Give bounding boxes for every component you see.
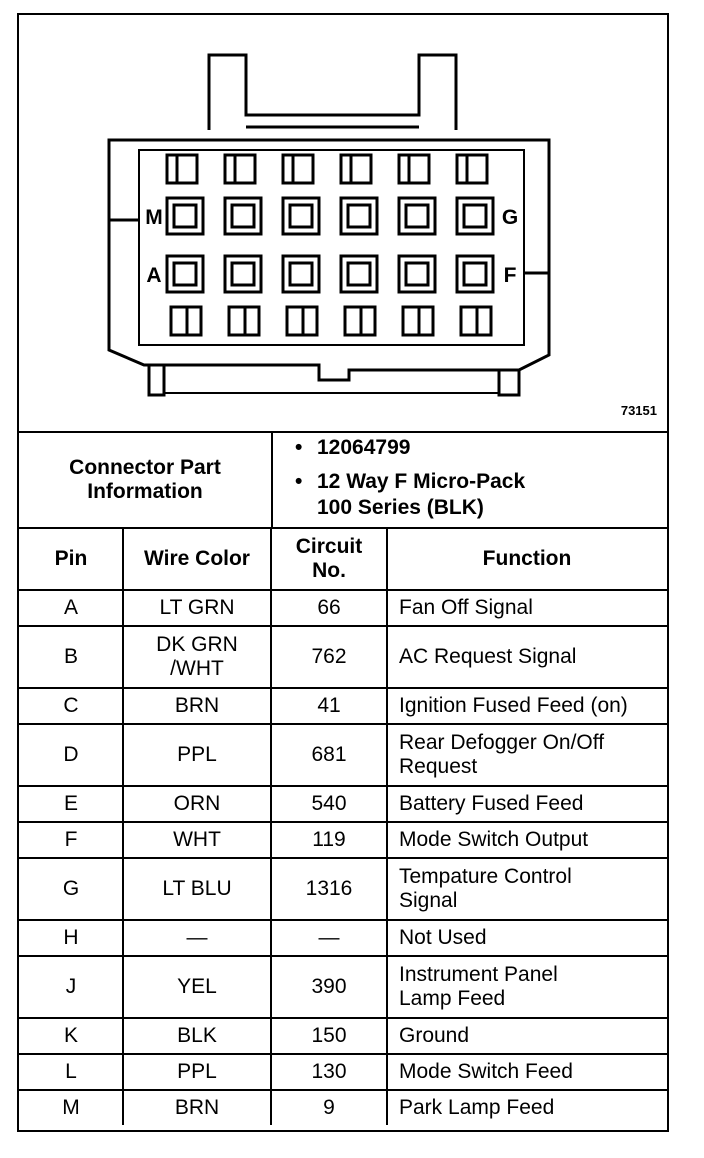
pin-cavity-inner (232, 263, 254, 285)
pin-cavity-inner (232, 205, 254, 227)
wire-color-cell: LT GRN (159, 595, 235, 619)
latch-top (225, 155, 255, 183)
pin-cavity-inner (290, 205, 312, 227)
pin-cell: G (62, 876, 80, 900)
part-info-item: • 12 Way F Micro-Pack 100 Series (BLK) (295, 470, 526, 519)
latch-top (457, 155, 487, 183)
pin-cavity (283, 256, 319, 292)
function-cell: Tempature Control Signal (399, 864, 572, 912)
latch-top (283, 155, 313, 183)
pin-cavity-inner (348, 205, 370, 227)
pin-label-a: A (146, 263, 162, 287)
circuit-cell: 119 (312, 827, 346, 851)
column-header: Wire Color (144, 546, 250, 570)
pin-cell: L (65, 1059, 77, 1083)
function-cell: Battery Fused Feed (399, 791, 584, 815)
latch-bottom (461, 307, 491, 335)
pin-cavity (457, 256, 493, 292)
latch-top (341, 155, 371, 183)
pin-label-f: F (503, 263, 517, 287)
part-info-label: Connector Part Information (69, 455, 221, 503)
circuit-cell: 150 (311, 1023, 347, 1047)
pin-cell: E (63, 791, 78, 815)
pin-cell: D (63, 742, 79, 766)
circuit-cell: 681 (311, 742, 347, 766)
pin-cell: F (64, 827, 78, 851)
circuit-cell: 41 (317, 693, 341, 717)
pin-cavity-inner (290, 263, 312, 285)
function-cell: Ground (399, 1023, 470, 1047)
column-header: Function (482, 546, 572, 570)
pin-cavity (341, 256, 377, 292)
pin-cavity (341, 198, 377, 234)
circuit-cell: 540 (311, 791, 347, 815)
latch-bottom (403, 307, 433, 335)
pin-cell: M (62, 1095, 80, 1119)
column-divider (270, 527, 272, 1125)
wire-color-cell: PPL (177, 1059, 217, 1083)
wire-color-cell: BLK (177, 1023, 217, 1047)
connector-diagram (19, 15, 667, 432)
latch-bottom (345, 307, 375, 335)
latch-bottom (229, 307, 259, 335)
wire-color-cell: YEL (177, 974, 217, 998)
latch-bottom (171, 307, 201, 335)
pin-cell: B (63, 644, 78, 668)
function-cell: Instrument Panel Lamp Feed (399, 962, 558, 1010)
pin-cavity-inner (174, 263, 196, 285)
function-cell: Fan Off Signal (399, 595, 533, 619)
function-cell: Rear Defogger On/Off Request (399, 730, 605, 778)
part-info-list (273, 435, 643, 521)
circuit-cell: 1316 (305, 876, 353, 900)
circuit-cell: 762 (311, 644, 347, 668)
figure-number: 73151 (620, 403, 657, 418)
circuit-cell: 130 (311, 1059, 347, 1083)
column-divider (386, 527, 388, 1125)
pin-cavity (167, 256, 203, 292)
pin-cavity (167, 198, 203, 234)
function-cell: Not Used (399, 925, 487, 949)
wire-color-cell: BRN (174, 693, 220, 717)
function-cell: Mode Switch Feed (399, 1059, 573, 1083)
pin-cell: H (63, 925, 79, 949)
pin-cavity-inner (464, 205, 486, 227)
pin-cavity (457, 198, 493, 234)
pin-cell: A (63, 595, 78, 619)
latch-top (167, 155, 197, 183)
pin-cell: J (65, 974, 77, 998)
circuit-cell: 66 (317, 595, 341, 619)
wire-color-cell: BRN (174, 1095, 220, 1119)
wire-color-cell: ORN (173, 791, 221, 815)
part-info-item: • 12064799 (295, 436, 411, 459)
function-cell: Mode Switch Output (399, 827, 589, 851)
connector-frame (17, 13, 669, 1132)
pin-cell: K (63, 1023, 78, 1047)
column-header: Circuit No. (295, 534, 363, 582)
wire-color-cell: DK GRN /WHT (156, 632, 238, 680)
function-cell: AC Request Signal (399, 644, 577, 668)
pin-cell: C (63, 693, 79, 717)
column-header: Pin (54, 546, 88, 570)
circuit-cell: 390 (311, 974, 347, 998)
pin-cavity (399, 198, 435, 234)
function-cell: Ignition Fused Feed (on) (399, 693, 628, 717)
wire-color-cell: PPL (177, 742, 217, 766)
pin-cavity-inner (406, 263, 428, 285)
pin-cavity (283, 198, 319, 234)
pin-label-m: M (145, 205, 163, 229)
circuit-cell: 9 (323, 1095, 335, 1119)
pin-cavity-inner (348, 263, 370, 285)
pin-cavity (399, 256, 435, 292)
wire-color-cell: — (186, 925, 208, 949)
pin-cavity-inner (406, 205, 428, 227)
wire-color-cell: LT BLU (162, 876, 232, 900)
column-divider (122, 527, 124, 1125)
latch-top (399, 155, 429, 183)
pin-cavity (225, 198, 261, 234)
pin-cavity-inner (174, 205, 196, 227)
pin-label-g: G (501, 205, 519, 229)
function-cell: Park Lamp Feed (399, 1095, 555, 1119)
latch-bottom (287, 307, 317, 335)
pin-cavity (225, 256, 261, 292)
circuit-cell: — (318, 925, 340, 949)
wire-color-cell: WHT (173, 827, 221, 851)
pin-cavity-inner (464, 263, 486, 285)
